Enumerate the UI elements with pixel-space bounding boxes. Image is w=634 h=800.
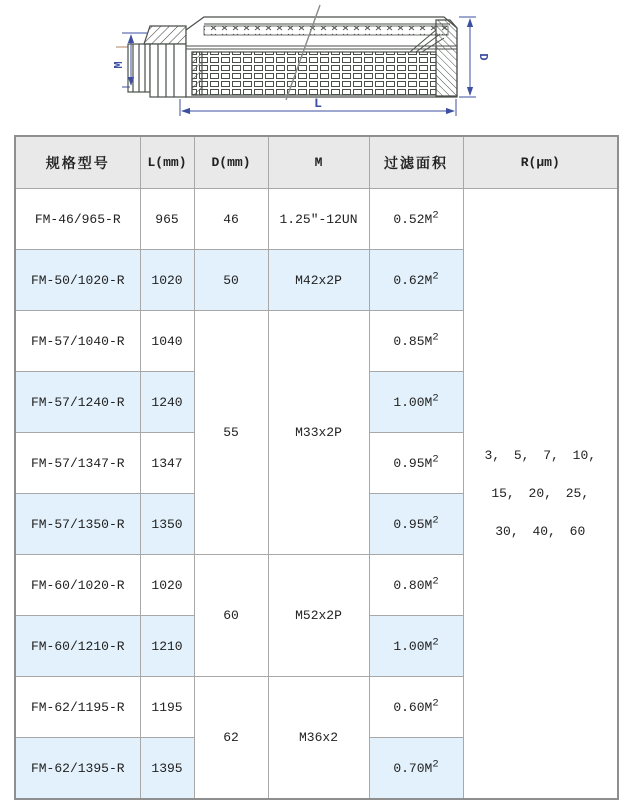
micron-line: 3, 5, 7, 10, [484, 447, 597, 463]
col-header-length: L(mm) [140, 136, 194, 189]
length-cell: 1347 [140, 433, 194, 494]
length-cell: 1020 [140, 250, 194, 311]
length-cell: 1040 [140, 311, 194, 372]
area-value: 0.70M [393, 760, 433, 776]
area-cell [369, 677, 463, 738]
area-exponent: 2 [432, 636, 439, 649]
area-cell [369, 250, 463, 311]
diameter-cell: 62 [194, 677, 268, 800]
model-cell: FM-46/965-R [15, 189, 140, 250]
diameter-cell: 50 [194, 250, 268, 311]
model-cell: FM-57/1040-R [15, 311, 140, 372]
dim-d [459, 17, 490, 97]
thread-cell: M36x2 [268, 677, 369, 800]
area-value: 0.80M [393, 577, 433, 593]
area-cell [369, 738, 463, 800]
area-exponent: 2 [432, 575, 439, 588]
dim-label-l: L [314, 96, 322, 111]
filter-drawing [0, 0, 634, 133]
model-cell: FM-57/1350-R [15, 494, 140, 555]
model-cell: FM-60/1020-R [15, 555, 140, 616]
micron-line: 15, 20, 25, [491, 485, 590, 501]
area-value: 0.62M [393, 272, 433, 288]
dim-label-m: M [112, 61, 126, 69]
thread-cell: 1.25"-12UN [268, 189, 369, 250]
area-cell [369, 616, 463, 677]
thread-cell: M33x2P [268, 311, 369, 555]
model-cell: FM-57/1240-R [15, 372, 140, 433]
area-cell [369, 311, 463, 372]
tube-body [186, 17, 457, 97]
col-header-diameter: D(mm) [194, 136, 268, 189]
area-cell [369, 433, 463, 494]
area-exponent: 2 [432, 270, 439, 283]
area-value: 0.60M [393, 699, 433, 715]
left-fitting [128, 26, 186, 97]
area-exponent: 2 [432, 392, 439, 405]
micron-values [465, 190, 617, 797]
area-cell [369, 494, 463, 555]
area-value: 0.95M [393, 455, 433, 471]
area-exponent: 2 [432, 331, 439, 344]
filter-drawing-svg [0, 0, 634, 133]
dim-label-d: D [476, 53, 490, 61]
micron-cell [463, 189, 618, 800]
col-header-area: 过滤面积 [369, 136, 463, 189]
length-cell: 965 [140, 189, 194, 250]
area-cell [369, 555, 463, 616]
area-value: 1.00M [393, 394, 433, 410]
area-value: 0.85M [393, 333, 433, 349]
length-cell: 1240 [140, 372, 194, 433]
model-cell: FM-57/1347-R [15, 433, 140, 494]
area-cell [369, 372, 463, 433]
micron-line: 30, 40, 60 [495, 523, 586, 539]
col-header-micron: R(μm) [463, 136, 618, 189]
area-exponent: 2 [432, 209, 439, 222]
length-cell: 1350 [140, 494, 194, 555]
header-row [15, 136, 618, 189]
length-cell: 1020 [140, 555, 194, 616]
length-cell: 1195 [140, 677, 194, 738]
area-cell [369, 189, 463, 250]
thread-cell: M52x2P [268, 555, 369, 677]
table-row [15, 189, 618, 250]
length-cell: 1210 [140, 616, 194, 677]
area-exponent: 2 [432, 453, 439, 466]
spec-table [14, 135, 619, 800]
diameter-cell: 46 [194, 189, 268, 250]
model-cell: FM-60/1210-R [15, 616, 140, 677]
area-exponent: 2 [432, 697, 439, 710]
model-cell: FM-50/1020-R [15, 250, 140, 311]
area-value: 0.95M [393, 516, 433, 532]
col-header-thread: M [268, 136, 369, 189]
diameter-cell: 55 [194, 311, 268, 555]
dim-l [180, 96, 456, 116]
area-value: 1.00M [393, 638, 433, 654]
diameter-cell: 60 [194, 555, 268, 677]
length-cell: 1395 [140, 738, 194, 800]
col-header-model: 规格型号 [15, 136, 140, 189]
area-value: 0.52M [393, 211, 433, 227]
model-cell: FM-62/1395-R [15, 738, 140, 800]
thread-cell: M42x2P [268, 250, 369, 311]
area-exponent: 2 [432, 514, 439, 527]
model-cell: FM-62/1195-R [15, 677, 140, 738]
area-exponent: 2 [432, 758, 439, 771]
end-cap [436, 20, 457, 96]
